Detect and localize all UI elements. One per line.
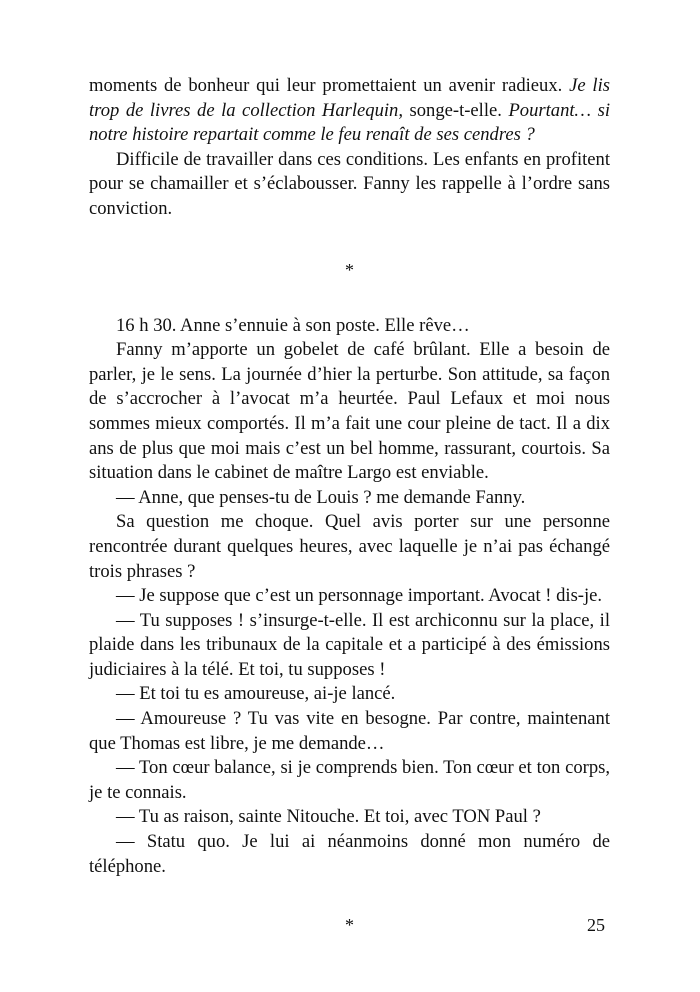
paragraph-0-segment-2: songe-t-elle. — [402, 99, 509, 121]
section-separator-1: * — [345, 259, 354, 280]
paragraph-3: Fanny m’apporte un gobelet de café brûlant. Elle a besoin de parler, je le sens. La journée d’hier la perturbe. Son attitude, sa façon de s’accrocher à l’avocat m’a heurtée. Paul Lefaux et moi nous sommes mieux comportés. Il m’a fait une cour pleine de tact. Il a dix ans de plus que moi mais c’est un bel homme, rassurant, courtois. Sa situation dans le cabinet de maître Largo est enviable. — [89, 339, 610, 484]
page-number: 25 — [587, 915, 605, 935]
section-separator-2: * — [345, 915, 354, 936]
paragraph-1: Difficile de travailler dans ces conditions. Les enfants en profitent pour se chamailler et s’éclabousser. Fanny les rappelle à l’ordre sans conviction. — [89, 148, 610, 219]
paragraph-2: 16 h 30. Anne s’ennuie à son poste. Elle rêve… — [116, 314, 470, 336]
page-body — [89, 74, 610, 937]
paragraph-0-segment-3: Pourtant… si notre histoire repartait comme le feu renaît de ses cendres ? — [89, 99, 611, 146]
paragraph-7: — Tu supposes ! s’insurge-t-elle. Il est archiconnu sur la place, il plaide dans les tribunaux de la capitale et a participé à des émissions judiciaires à la télé. Et toi, tu supposes ! — [89, 609, 610, 680]
paragraph-9: — Amoureuse ? Tu vas vite en besogne. Par contre, maintenant que Thomas est libre, je me demande… — [89, 708, 610, 754]
paragraph-10: — Ton cœur balance, si je comprends bien. Ton cœur et ton corps, je te connais. — [89, 757, 610, 803]
paragraph-0-segment-0: moments de bonheur qui leur promettaient un avenir radieux. — [89, 75, 570, 96]
paragraph-12: — Statu quo. Je lui ai néanmoins donné mon numéro de téléphone. — [89, 831, 610, 877]
paragraph-8: — Et toi tu es amoureuse, ai-je lancé. — [116, 683, 396, 705]
paragraph-0 — [89, 74, 610, 148]
paragraph-0-segment-1: Je lis trop de livres de la collection Harlequin, — [89, 75, 610, 121]
paragraph-6: — Je suppose que c’est un personnage important. Avocat ! dis-je. — [116, 585, 603, 607]
paragraph-11: — Tu as raison, sainte Nitouche. Et toi, avec TON Paul ? — [116, 806, 541, 828]
paragraph-4: — Anne, que penses-tu de Louis ? me demande Fanny. — [116, 486, 526, 508]
paragraph-5: Sa question me choque. Quel avis porter sur une personne rencontrée durant quelques heures, avec laquelle je n’ai pas échangé trois phrases ? — [89, 511, 610, 582]
